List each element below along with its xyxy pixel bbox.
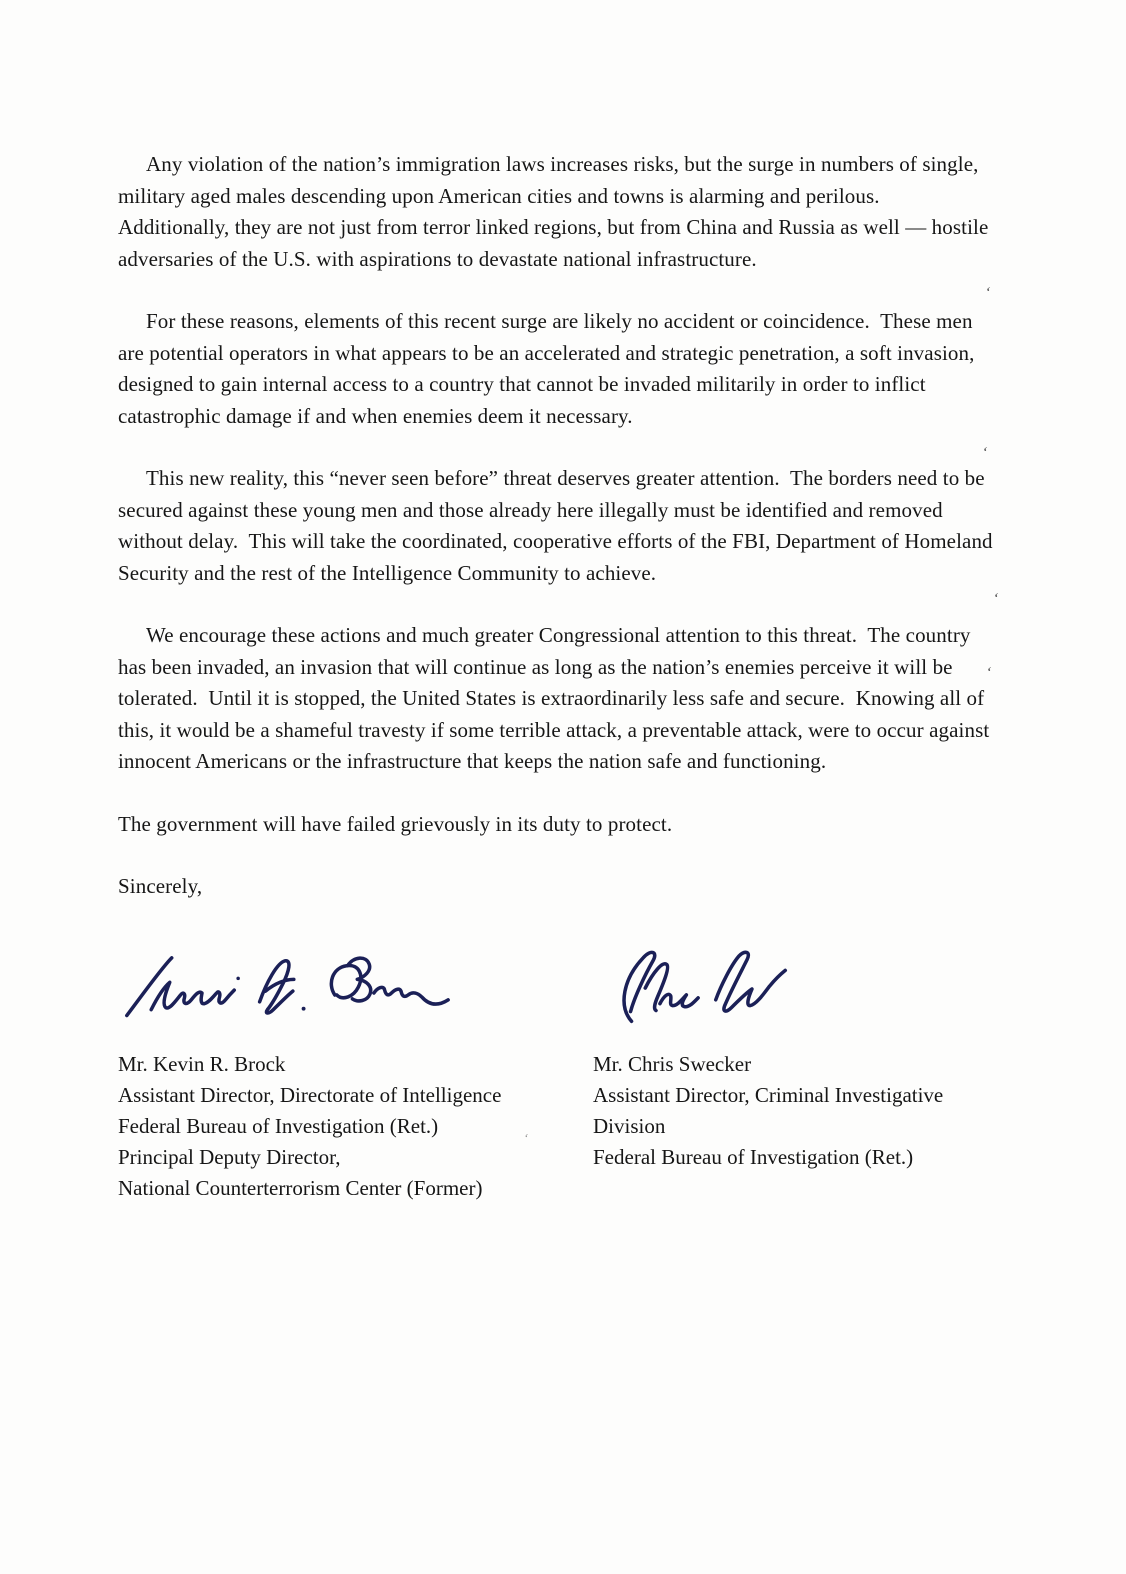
signer-block-chris-swecker bbox=[593, 1049, 994, 1204]
paragraph-immigration-surge: Any violation of the nation’s immigration laws increases risks, but the surge in numbers of single, military aged males descending upon American cities and towns is alarming and perilous. Additionally, they are not just from terror linked regions, but from China and Russia as well — hostile adversaries of the U.S. with aspirations to devastate national infrastructure. bbox=[118, 152, 994, 271]
signer-title-line: Federal Bureau of Investigation (Ret.) bbox=[118, 1113, 439, 1138]
signer-block-kevin-brock bbox=[118, 1049, 593, 1204]
scan-artifact-mark: ʻ bbox=[991, 590, 1000, 608]
signer-name: Mr. Kevin R. Brock bbox=[118, 1051, 286, 1076]
paragraph-congressional-attention: We encourage these actions and much greater Congressional attention to this threat. The country has been invaded, an invasion that will continue as long as the nation’s enemies perceive it will be tolerated. Until it is stopped, the United States is extraordinarily less safe and secure. Knowing all of this, it would be a shameful travesty if some terrible attack, a preventable attack, were to occur against innocent Americans or the infrastructure that keeps the nation safe and functioning. bbox=[118, 623, 995, 773]
paragraph-new-reality: This new reality, this “never seen before” threat deserves greater attention. The borders need to be secured against these young men and those already here illegally must be identified and removed without delay. This will take the coordinated, cooperative efforts of the FBI, Department of Homeland Security and the rest of the Intelligence Community to achieve. bbox=[118, 466, 999, 585]
signer-title-line: Division bbox=[593, 1113, 666, 1138]
signatures-row bbox=[118, 903, 994, 1049]
signer-title-line: Assistant Director, Criminal Investigative bbox=[593, 1082, 944, 1107]
signer-title-line: Federal Bureau of Investigation (Ret.) bbox=[593, 1144, 914, 1169]
scan-artifact-mark: ʻ bbox=[522, 1130, 530, 1146]
valediction: Sincerely, bbox=[118, 874, 203, 898]
scan-artifact-mark: ʻ bbox=[983, 284, 992, 302]
signer-title-line: National Counterterrorism Center (Former) bbox=[118, 1175, 483, 1200]
signer-name: Mr. Chris Swecker bbox=[593, 1051, 752, 1076]
scan-artifact-mark: ʻ bbox=[980, 444, 989, 462]
chris-swecker-signature-icon bbox=[606, 943, 802, 1037]
closing-statement: The government will have failed grievously in its duty to protect. bbox=[118, 811, 673, 836]
signer-title-line: Principal Deputy Director, bbox=[118, 1144, 341, 1169]
signature-blocks bbox=[118, 1049, 994, 1204]
letter-body bbox=[118, 149, 999, 1204]
signer-title-line: Assistant Director, Directorate of Intelligence bbox=[118, 1082, 502, 1107]
scan-artifact-mark: ʻ bbox=[984, 664, 993, 682]
kevin-brock-signature-icon bbox=[118, 953, 454, 1037]
paragraph-soft-invasion: For these reasons, elements of this recent surge are likely no accident or coincidence. These men are potential operators in what appears to be an accelerated and strategic penetration, a soft invasion, designed to gain internal access to a country that cannot be invaded militarily in order to inflict catastrophic damage if and when enemies deem it necessary. bbox=[118, 309, 980, 428]
